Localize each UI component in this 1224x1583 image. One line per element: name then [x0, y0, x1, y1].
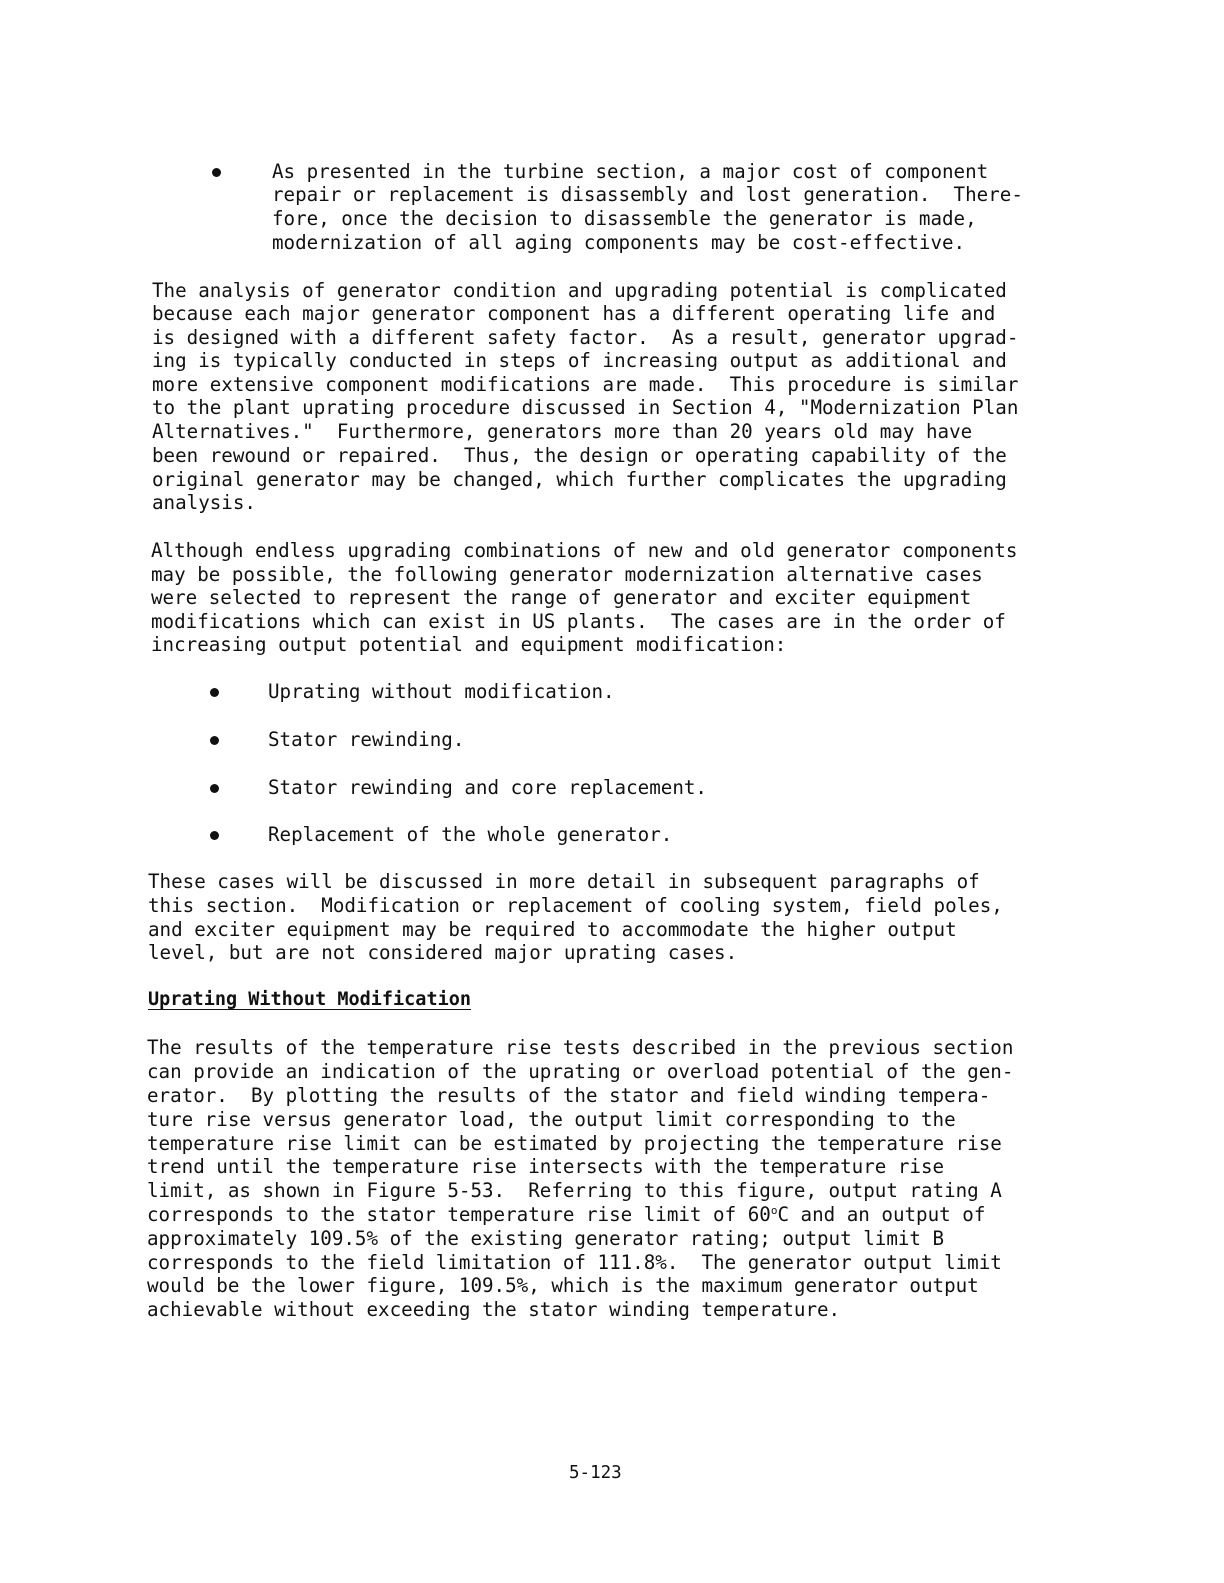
- paragraph-line: achievable without exceeding the stator winding temperature.: [147, 1298, 841, 1321]
- paragraph-line: limit, as shown in Figure 5-53. Referring to this figure, output rating A: [147, 1179, 1002, 1202]
- paragraph-line: analysis.: [152, 491, 256, 514]
- paragraph-line: level, but are not considered major uprating cases.: [148, 941, 738, 964]
- paragraph-line: may be possible, the following generator modernization alternative cases: [151, 563, 983, 586]
- paragraph-line: can provide an indication of the uprating or overload potential of the gen-: [147, 1060, 1014, 1083]
- paragraph-line: approximately 109.5% of the existing generator rating; output limit B: [147, 1227, 945, 1250]
- paragraph-line: temperature rise limit can be estimated by projecting the temperature rise: [147, 1132, 1002, 1155]
- paragraph-line: The results of the temperature rise tests described in the previous section: [147, 1036, 1014, 1059]
- paragraph-line: more extensive component modifications are made. This procedure is similar: [152, 373, 1019, 396]
- section-heading: Uprating Without Modification: [148, 989, 472, 1010]
- list-item-text: Stator rewinding and core replacement.: [268, 776, 707, 799]
- paragraph-line: modifications which can exist in US plants. The cases are in the order of: [151, 610, 1006, 633]
- list-item-text: Replacement of the whole generator.: [268, 823, 673, 846]
- paragraph-line: erator. By plotting the results of the stator and field winding tempera-: [147, 1084, 991, 1107]
- paragraph-line: increasing output potential and equipment modification:: [151, 633, 787, 656]
- list-item-text: Uprating without modification.: [268, 680, 615, 703]
- line-segment: corresponds to the stator temperature rise limit of 60: [147, 1203, 771, 1226]
- paragraph-line: is designed with a different safety factor. As a result, generator upgrad-: [152, 326, 1019, 349]
- bullet-icon: [210, 736, 219, 745]
- list-item-text: Stator rewinding.: [268, 728, 465, 751]
- paragraph-line: The analysis of generator condition and upgrading potential is complicated: [152, 279, 1007, 302]
- paragraph-line: been rewound or repaired. Thus, the design or operating capability of the: [152, 444, 1007, 467]
- intro-bullet-line: modernization of all aging components may be cost-effective.: [272, 231, 966, 254]
- intro-bullet-line: repair or replacement is disassembly and lost generation. There-: [272, 183, 1023, 206]
- bullet-icon: [210, 784, 219, 793]
- bullet-icon: [210, 688, 219, 697]
- paragraph-line: this section. Modification or replacement of cooling system, field poles,: [148, 894, 1003, 917]
- paragraph-line: and exciter equipment may be required to accommodate the higher output: [148, 918, 957, 941]
- paragraph-line: to the plant uprating procedure discussed in Section 4, "Modernization Plan: [152, 396, 1019, 419]
- paragraph-line: ing is typically conducted in steps of increasing output as additional and: [152, 349, 1007, 372]
- intro-bullet-line: As presented in the turbine section, a major cost of component: [272, 160, 989, 183]
- paragraph-line: because each major generator component has a different operating life and: [152, 302, 996, 325]
- paragraph-line: would be the lower figure, 109.5%, which is the maximum generator output: [147, 1274, 979, 1297]
- paragraph-line: [147, 1203, 985, 1227]
- intro-bullet-line: fore, once the decision to disassemble the generator is made,: [272, 207, 977, 230]
- paragraph-line: were selected to represent the range of generator and exciter equipment: [151, 586, 972, 609]
- paragraph-line: ture rise versus generator load, the output limit corresponding to the: [147, 1108, 956, 1131]
- paragraph-line: These cases will be discussed in more detail in subsequent paragraphs of: [148, 870, 980, 893]
- paragraph-line: original generator may be changed, which further complicates the upgrading: [152, 468, 1007, 491]
- line-segment: C and an output of: [777, 1203, 986, 1226]
- page-number: 5-123: [569, 1463, 622, 1483]
- paragraph-line: Alternatives." Furthermore, generators more than 20 years old may have: [152, 420, 973, 443]
- paragraph-line: Although endless upgrading combinations of new and old generator components: [151, 539, 1018, 562]
- bullet-icon: [210, 831, 219, 840]
- paragraph-line: corresponds to the field limitation of 111.8%. The generator output limit: [147, 1251, 1002, 1274]
- bullet-icon: [212, 168, 221, 177]
- paragraph-line: trend until the temperature rise intersects with the temperature rise: [147, 1155, 945, 1178]
- degree-symbol: o: [770, 1204, 778, 1217]
